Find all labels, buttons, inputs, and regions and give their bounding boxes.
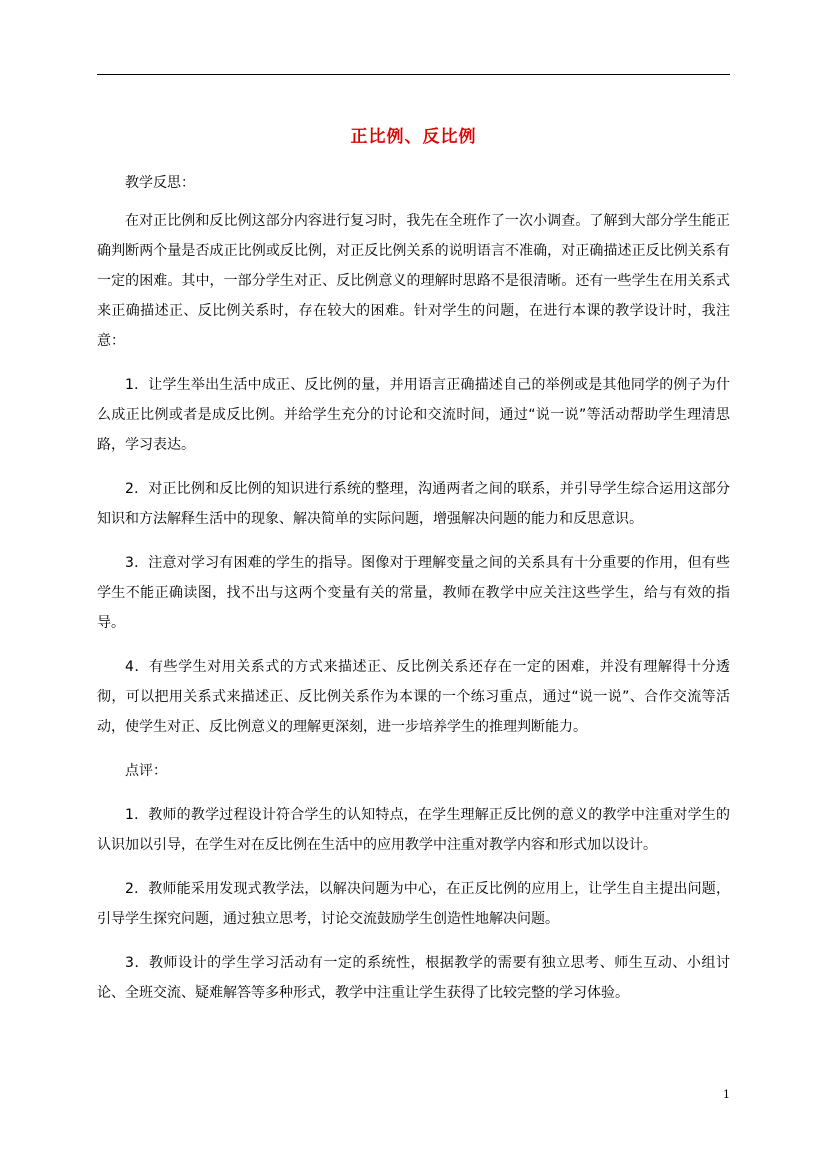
page-number: 1 (723, 1088, 730, 1101)
reflection-paragraph: 4．有些学生对用关系式的方式来描述正、反比例关系还存在一定的困难，并没有理解得十分透彻，可以把用关系式来描述正、反比例关系作为本课的一个练习重点，通过“说一说”、合作交流等活动，使学生对正、反比例意义的理解更深刻，进一步培养学生的推理判断能力。 (97, 659, 730, 735)
comment-label: 点评： (125, 763, 167, 779)
document-title: 正比例、反比例 (350, 127, 477, 147)
reflection-paragraph: 在对正比例和反比例这部分内容进行复习时，我先在全班作了一次小调查。了解到大部分学生能正确判断两个量是否成正比例或反比例，对正反比例关系的说明语言不准确，对正确描述正反比例关系有一定的困难。其中，一部分学生对正、反比例意义的理解时思路不是很清晰。还有一些学生在用关系式来正确描述正、反比例关系时，存在较大的困难。针对学生的问题，在进行本课的教学设计时，我注意： (97, 213, 730, 349)
reflection-paragraph: 2．对正比例和反比例的知识进行系统的整理，沟通两者之间的联系，并引导学生综合运用这部分知识和方法解释生活中的现象、解决简单的实际问题，增强解决问题的能力和反思意识。 (97, 481, 730, 527)
header-rule (97, 74, 730, 75)
comment-paragraph: 3．教师设计的学生学习活动有一定的系统性，根据教学的需要有独立思考、师生互动、小组讨论、全班交流、疑难解答等多种形式，教学中注重让学生获得了比较完整的学习体验。 (97, 955, 730, 1001)
document-body (97, 168, 730, 1008)
comment-paragraph: 2．教师能采用发现式教学法，以解决问题为中心，在正反比例的应用上，让学生自主提出问题，引导学生探究问题，通过独立思考，讨论交流鼓励学生创造性地解决问题。 (97, 881, 730, 927)
reflection-paragraph: 3．注意对学习有困难的学生的指导。图像对于理解变量之间的关系具有十分重要的作用，但有些学生不能正确读图，找不出与这两个变量有关的常量，教师在教学中应关注这些学生，给与有效的指导。 (97, 555, 730, 631)
reflection-label: 教学反思： (125, 175, 195, 191)
reflection-paragraph: 1．让学生举出生活中成正、反比例的量，并用语言正确描述自己的举例或是其他同学的例子为什么成正比例或者是成反比例。并给学生充分的讨论和交流时间，通过“说一说”等活动帮助学生理清思路，学习表达。 (97, 377, 730, 453)
comment-paragraph: 1．教师的教学过程设计符合学生的认知特点，在学生理解正反比例的意义的教学中注重对学生的认识加以引导，在学生对在反比例在生活中的应用教学中注重对教学内容和形式加以设计。 (97, 807, 730, 853)
